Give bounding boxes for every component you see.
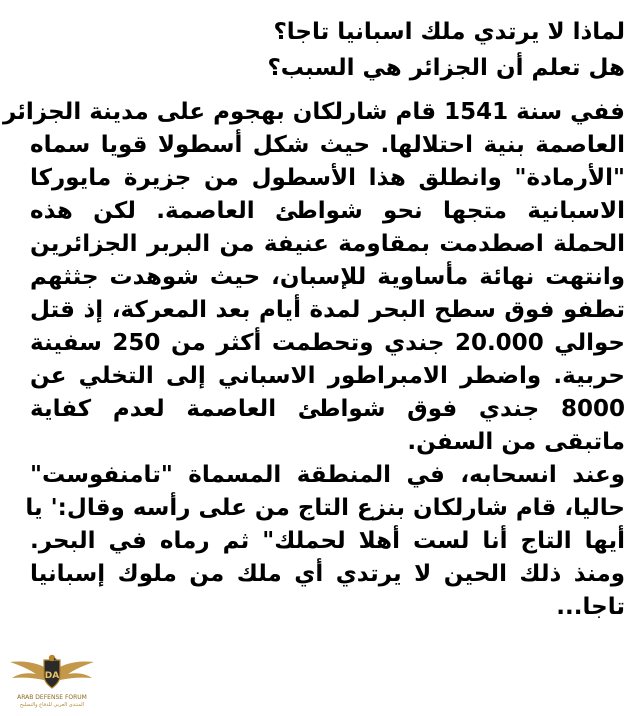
body-line: العاصمة بنية احتلالها. حيث شكل أسطولا قويا سماه <box>30 132 625 158</box>
article-body <box>2 96 626 624</box>
body-line: 8000 جندي فوق شواطئ العاصمة لعدم كفاية <box>30 396 625 422</box>
body-line: "الأرمادة" وانطلق هذا الأسطول من جزيرة مايوركا <box>30 165 625 191</box>
body-line: وانتهت نهائة مأساوية للإسبان، حيث شوهدت جثثهم <box>30 264 625 290</box>
body-line: حوالي 20.000 جندي وتحطمت أكثر من 250 سفينة <box>30 330 626 356</box>
body-line: أيها التاج أنا لست أهلا لحملك" ثم رماه في البحر. <box>30 528 625 554</box>
forum-logo <box>4 650 100 712</box>
body-line: ماتبقى من السفن. <box>407 429 625 455</box>
logo-subcaption: المنتدى العربي للدفاع والتسليح <box>19 702 85 708</box>
body-line: ففي سنة 1541 قام شارلكان بهجوم على مدينة الجزائر <box>2 99 625 125</box>
body-line: وعند انسحابه، في المنطقة المسماة "تامنفوست" <box>30 462 625 488</box>
eagle-emblem-icon <box>4 650 100 694</box>
body-line: ومنذ ذلك الحين لا يرتدي أي ملك من ملوك إسبانيا <box>30 561 625 587</box>
logo-monogram: DA <box>44 671 60 681</box>
body-line: تطفو فوق سطح البحر لمدة أيام بعد المعركة، إذ قتل <box>30 297 625 323</box>
body-line: حاليا، قام شارلكان بنزع التاج من على رأسه وقال:' يا <box>25 495 625 521</box>
headline-2: هل تعلم أن الجزائر هي السبب؟ <box>267 55 625 81</box>
body-line: حربية. واضطر الامبراطور الاسباني إلى التخلي عن <box>30 363 625 389</box>
body-line: الاسبانية متجها نحو شواطئ العاصمة. لكن هذه <box>30 198 625 224</box>
logo-caption: ARAB DEFENSE FORUM <box>17 694 87 701</box>
body-line: الحملة اصطدمت بمقاومة عنيفة من البربر الجزائرين <box>30 231 625 257</box>
headline-1: لماذا لا يرتدي ملك اسبانيا تاجا؟ <box>273 19 625 45</box>
body-line: تاجا... <box>556 594 625 620</box>
